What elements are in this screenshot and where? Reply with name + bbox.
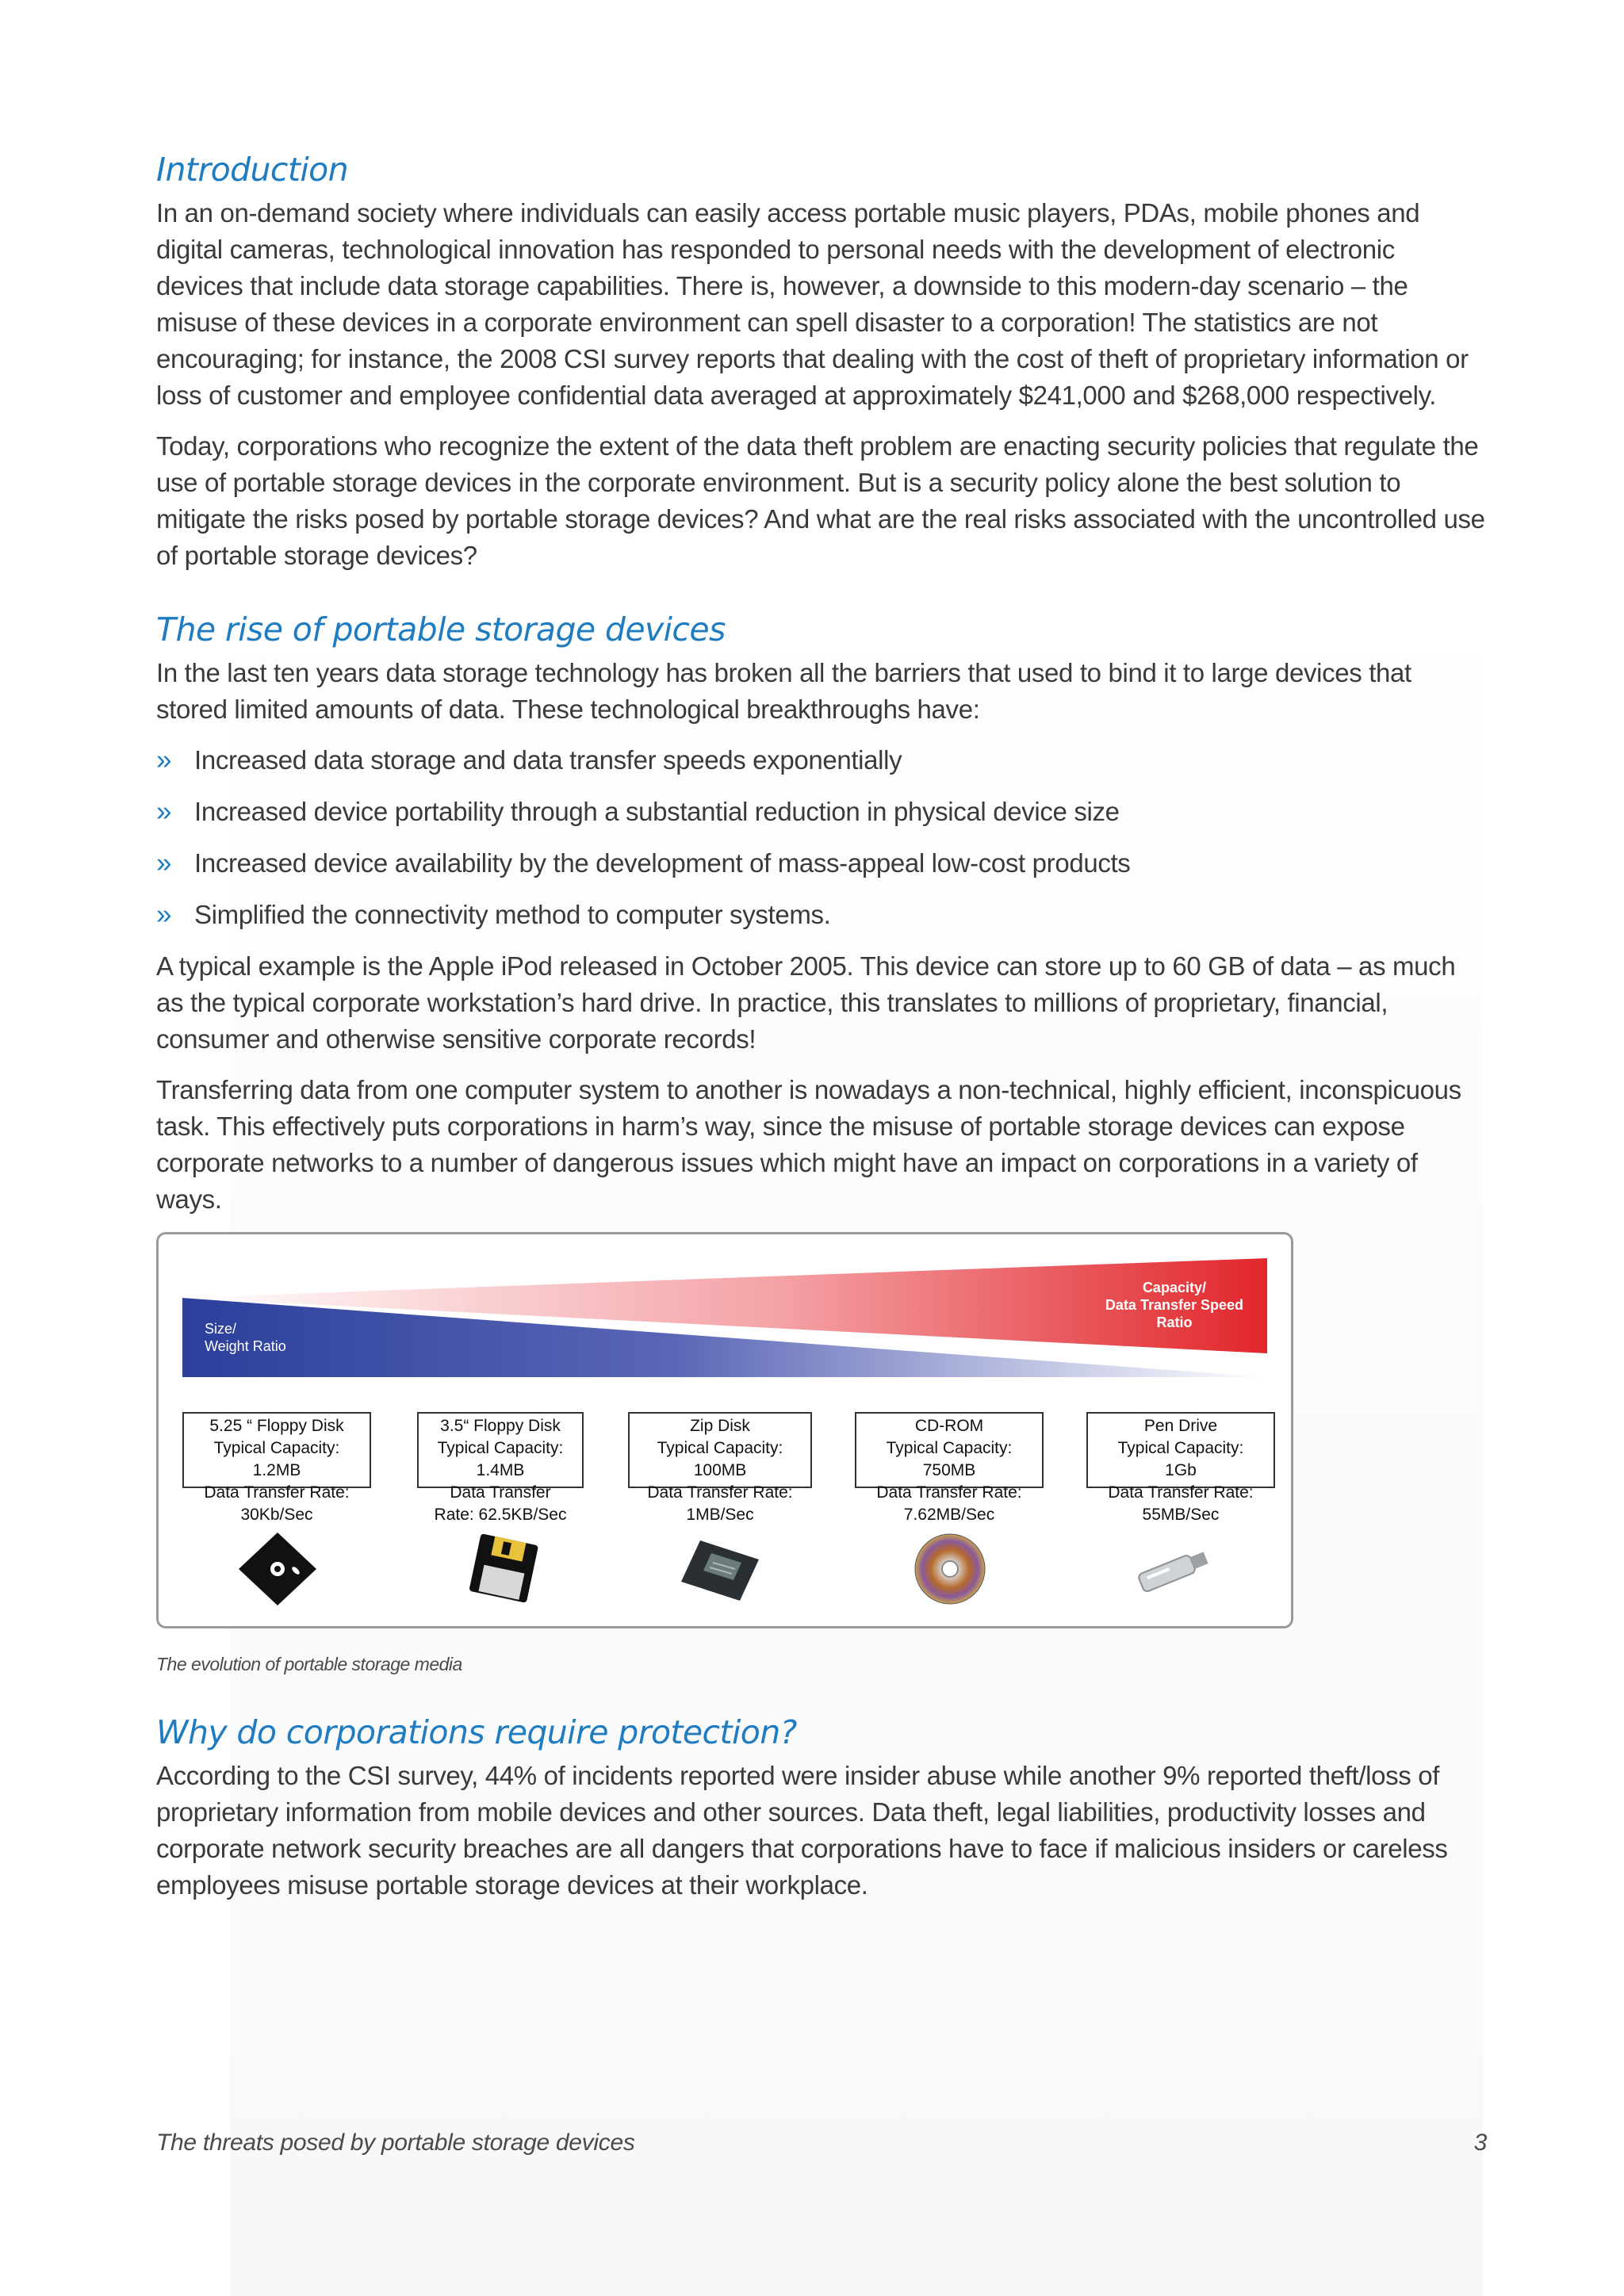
storage-evolution-figure <box>156 1232 1293 1628</box>
device-box-pen-drive: Pen Drive Typical Capacity: 1Gb Data Transfer Rate: 55MB/Sec <box>1086 1412 1275 1488</box>
size-weight-label: Size/ Weight Ratio <box>205 1321 286 1354</box>
page-footer <box>156 2130 1487 2156</box>
introduction-paragraph-1: In an on-demand society where individuals can easily access portable music players, PDAs, mobile phones and digital cameras, technological innovation has responded to personal needs with the development of electronic devices that include data storage capabilities. There is, however, a downside to this modern-day scenario – the misuse of these devices in a corporate environment can spell disaster to a corporation! The statistics are not encouraging; for instance, the 2008 CSI survey reports that dealing with the cost of theft of proprietary information or loss of customer and employee confidential data averaged at approximately $241,000 and $268,000 respectively. <box>156 198 1469 410</box>
protection-paragraph: According to the CSI survey, 44% of incidents reported were insider abuse while another 9% reported theft/loss of proprietary information from mobile devices and other sources. Data theft, legal liabilities, productivity losses and corporate network security breaches are all dangers that corporations have to face if malicious insiders or careless employees misuse portable storage devices at their workplace. <box>156 1761 1448 1900</box>
footer-title: The threats posed by portable storage devices <box>156 2130 635 2156</box>
rise-section <box>156 610 1488 1675</box>
rise-paragraph-2: Transferring data from one computer system to another is nowadays a non-technical, highly efficient, inconspicuous task. This effectively puts corporations in harm’s way, since the misuse of portable storage devices can expose corporate networks to a number of dangerous issues which might have an impact on corporations in a variety of ways. <box>156 1075 1461 1214</box>
chevron-bullet-icon: » <box>156 744 172 775</box>
list-item: » Increased device portability through a substantial reduction in physical device size <box>156 794 1488 830</box>
floppy-35-icon <box>460 1529 547 1609</box>
ratio-gradient-banner <box>182 1258 1267 1377</box>
rise-intro: In the last ten years data storage technology has broken all the barriers that used to bind it to large devices that stored limited amounts of data. These technological breakthroughs have: <box>156 658 1411 724</box>
floppy-525-icon <box>234 1529 321 1609</box>
zip-disk-icon <box>676 1529 764 1609</box>
device-box-zip-disk: Zip Disk Typical Capacity: 100MB Data Transfer Rate: 1MB/Sec <box>628 1412 812 1488</box>
list-item: » Simplified the connectivity method to computer systems. <box>156 897 1488 933</box>
rise-paragraph-1: A typical example is the Apple iPod released in October 2005. This device can store up to 60 GB of data – as much as the typical corporate workstation’s hard drive. In practice, this translates to millions of proprietary, financial, consumer and otherwise sensitive corporate records! <box>156 951 1456 1054</box>
list-item: » Increased data storage and data transfer speeds exponentially <box>156 742 1488 779</box>
document-page <box>156 151 1488 1918</box>
chevron-bullet-icon: » <box>156 848 172 878</box>
figure-caption: The evolution of portable storage media <box>156 1654 462 1674</box>
pen-drive-icon <box>1130 1529 1217 1609</box>
rise-heading: The rise of portable storage devices <box>156 610 726 649</box>
cd-rom-icon <box>906 1529 994 1609</box>
introduction-section <box>156 151 1488 574</box>
introduction-paragraph-2: Today, corporations who recognize the extent of the data theft problem are enacting security policies that regulate the use of portable storage devices in the corporate environment. But is a security policy alone the best solution to mitigate the risks posed by portable storage devices? And what are the real risks associated with the uncontrolled use of portable storage devices? <box>156 431 1485 570</box>
page-number: 3 <box>1473 2130 1487 2156</box>
breakthrough-list <box>156 742 1488 933</box>
capacity-speed-label: Capacity/ Data Transfer Speed Ratio <box>1105 1280 1243 1330</box>
list-item: » Increased device availability by the development of mass-appeal low-cost products <box>156 845 1488 882</box>
protection-section <box>156 1713 1488 1904</box>
device-box-cd-rom: CD-ROM Typical Capacity: 750MB Data Transfer Rate: 7.62MB/Sec <box>855 1412 1044 1488</box>
chevron-bullet-icon: » <box>156 899 172 930</box>
chevron-bullet-icon: » <box>156 796 172 827</box>
device-box-floppy-35: 3.5“ Floppy Disk Typical Capacity: 1.4MB Data Transfer Rate: 62.5KB/Sec <box>417 1412 584 1488</box>
device-box-floppy-525: 5.25 “ Floppy Disk Typical Capacity: 1.2MB Data Transfer Rate: 30Kb/Sec <box>182 1412 371 1488</box>
protection-heading: Why do corporations require protection? <box>156 1713 797 1751</box>
introduction-heading: Introduction <box>156 151 348 189</box>
